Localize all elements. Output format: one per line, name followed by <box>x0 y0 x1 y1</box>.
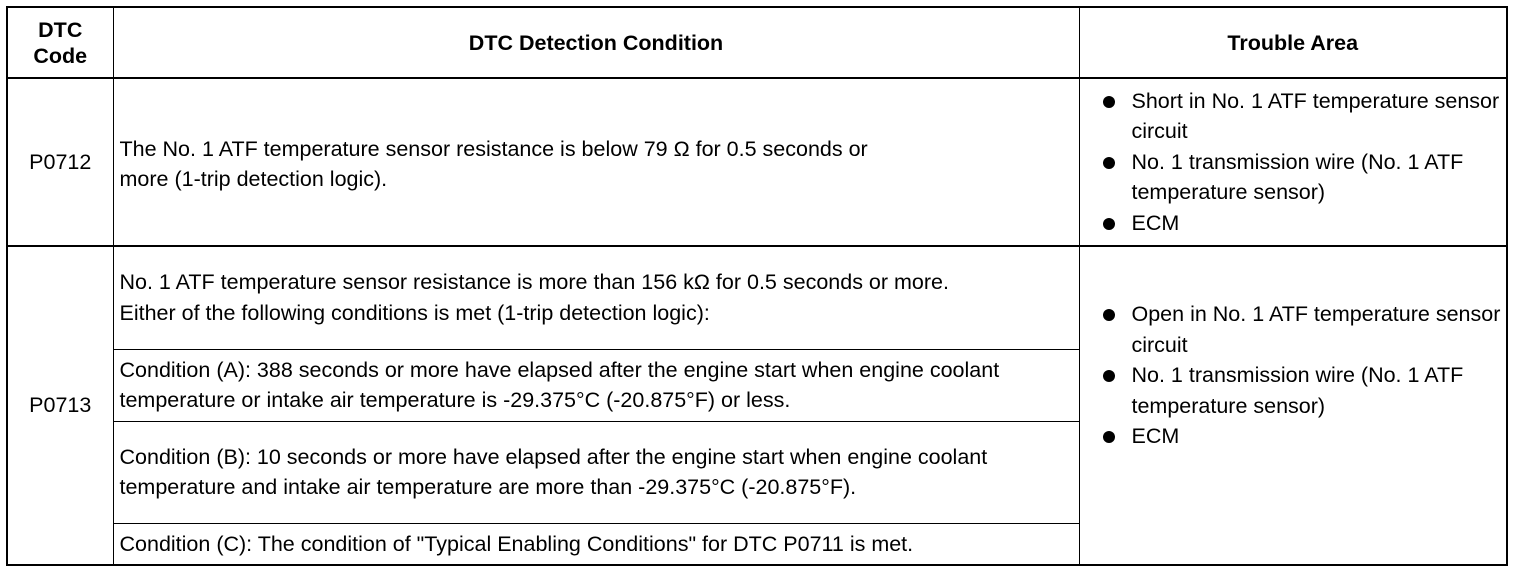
condition-c: Condition (C): The condition of "Typical Enabling Conditions" for DTC P0711 is met. <box>113 523 1079 565</box>
bullet-icon <box>1103 431 1115 443</box>
trouble-area <box>1079 246 1507 565</box>
dtc-table <box>6 6 1508 566</box>
list-item: Open in No. 1 ATF temperature sensor circuit <box>1100 299 1503 360</box>
bullet-icon <box>1103 309 1115 321</box>
header-detection-condition: DTC Detection Condition <box>113 7 1079 78</box>
dtc-code: P0713 <box>7 246 113 565</box>
detection-condition-intro: No. 1 ATF temperature sensor resistance is more than 156 kΩ for 0.5 seconds or more. Either of the following conditions is met (1-trip detection logic): <box>113 246 1079 349</box>
list-item: No. 1 transmission wire (No. 1 ATF temperature sensor) <box>1100 147 1503 208</box>
condition-b: Condition (B): 10 seconds or more have elapsed after the engine start when engine coolant temperature and intake air temperature are more than -29.375°C (-20.875°F). <box>113 421 1079 523</box>
list-item: ECM <box>1100 421 1503 452</box>
header-trouble-area: Trouble Area <box>1079 7 1507 78</box>
table-row <box>7 246 1507 349</box>
bullet-icon <box>1103 218 1115 230</box>
bullet-icon <box>1103 370 1115 382</box>
list-item: Short in No. 1 ATF temperature sensor circuit <box>1100 86 1503 147</box>
header-row <box>7 7 1507 78</box>
list-item: No. 1 transmission wire (No. 1 ATF temperature sensor) <box>1100 360 1503 421</box>
detection-condition: The No. 1 ATF temperature sensor resistance is below 79 Ω for 0.5 seconds or more (1-trip detection logic). <box>113 78 1079 246</box>
table-row <box>7 78 1507 246</box>
list-item: ECM <box>1100 208 1503 239</box>
trouble-list <box>1100 86 1503 239</box>
trouble-area <box>1079 78 1507 246</box>
bullet-icon <box>1103 157 1115 169</box>
bullet-icon <box>1103 96 1115 108</box>
condition-a: Condition (A): 388 seconds or more have elapsed after the engine start when engine coolant temperature or intake air temperature is -29.375°C (-20.875°F) or less. <box>113 349 1079 421</box>
header-dtc-code: DTC Code <box>7 7 113 78</box>
dtc-code: P0712 <box>7 78 113 246</box>
trouble-list <box>1100 299 1503 452</box>
